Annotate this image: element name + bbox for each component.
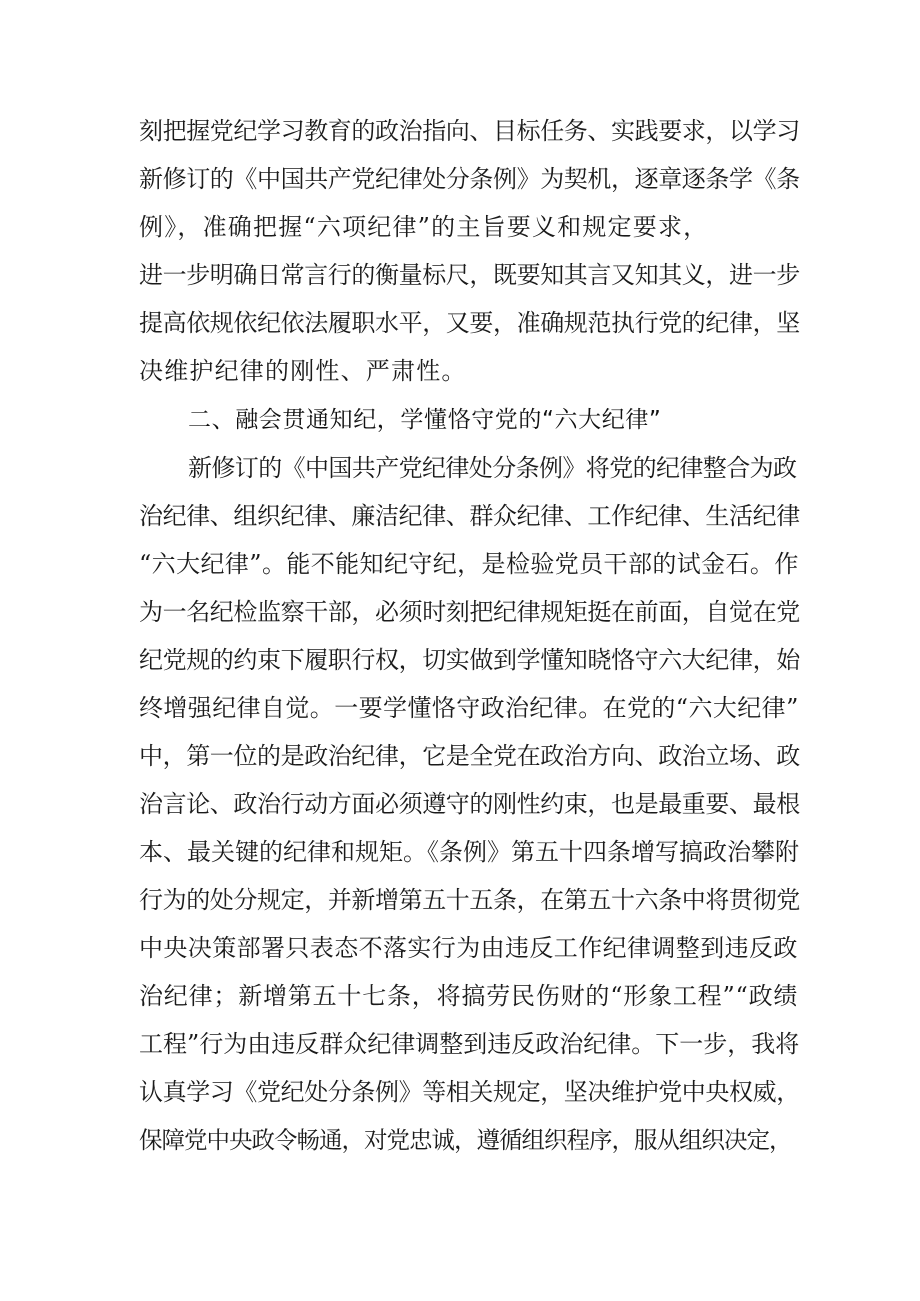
paragraph-line: 保障党中央政令畅通，对党忠诚，遵循组织程序，服从组织决定， bbox=[139, 1126, 792, 1154]
paragraph-line: 新修订的《中国共产党纪律处分条例》将党的纪律整合为政 bbox=[188, 454, 797, 482]
paragraph-line: 为一名纪检监察干部，必须时刻把纪律规矩挺在前面，自觉在党 bbox=[139, 598, 800, 626]
paragraph-line: 决维护纪律的刚性、严肃性。 bbox=[139, 357, 467, 385]
paragraph-line: 治纪律、组织纪律、廉洁纪律、群众纪律、工作纪律、生活纪律 bbox=[139, 502, 800, 530]
paragraph-line: 终增强纪律自觉。一要学懂恪守政治纪律。在党的“六大纪律” bbox=[139, 694, 799, 722]
paragraph-line: 提高依规依纪依法履职水平，又要，准确规范执行党的纪律，坚 bbox=[139, 309, 800, 337]
paragraph-line: 进一步明确日常言行的衡量标尺，既要知其言又知其义，进一步 bbox=[139, 261, 800, 289]
paragraph-line: “六大纪律”。能不能知纪守纪，是检验党员干部的试金石。作 bbox=[139, 550, 799, 578]
paragraph-line: 新修订的《中国共产党纪律处分条例》为契机，逐章逐条学《条 bbox=[139, 165, 800, 193]
paragraph-line: 治纪律；新增第五十七条，将搞劳民伤财的“形象工程”“政绩 bbox=[139, 982, 799, 1010]
paragraph-line: 工程”行为由违反群众纪律调整到违反政治纪律。下一步，我将 bbox=[139, 1030, 800, 1058]
section-heading: 二、融会贯通知纪，学懂恪守党的“六大纪律” bbox=[188, 407, 662, 433]
paragraph-line: 纪党规的约束下履职行权，切实做到学懂知晓恪守六大纪律，始 bbox=[139, 646, 800, 674]
paragraph-line: 例》，准确把握“六项纪律”的主旨要义和规定要求， bbox=[139, 213, 709, 241]
paragraph-line: 认真学习《党纪处分条例》等相关规定，坚决维护党中央权威， bbox=[139, 1078, 800, 1106]
paragraph-line: 治言论、政治行动方面必须遵守的刚性约束，也是最重要、最根 bbox=[139, 790, 800, 818]
paragraph-line: 行为的处分规定，并新增第五十五条，在第五十六条中将贯彻党 bbox=[139, 886, 800, 914]
paragraph-line: 刻把握党纪学习教育的政治指向、目标任务、实践要求，以学习 bbox=[139, 117, 800, 145]
paragraph-line: 本、最关键的纪律和规矩。《条例》第五十四条增写搞政治攀附 bbox=[139, 838, 799, 866]
paragraph-line: 中，第一位的是政治纪律，它是全党在政治方向、政治立场、政 bbox=[139, 742, 800, 770]
paragraph-line: 中央决策部署只表态不落实行为由违反工作纪律调整到违反政 bbox=[139, 934, 798, 962]
